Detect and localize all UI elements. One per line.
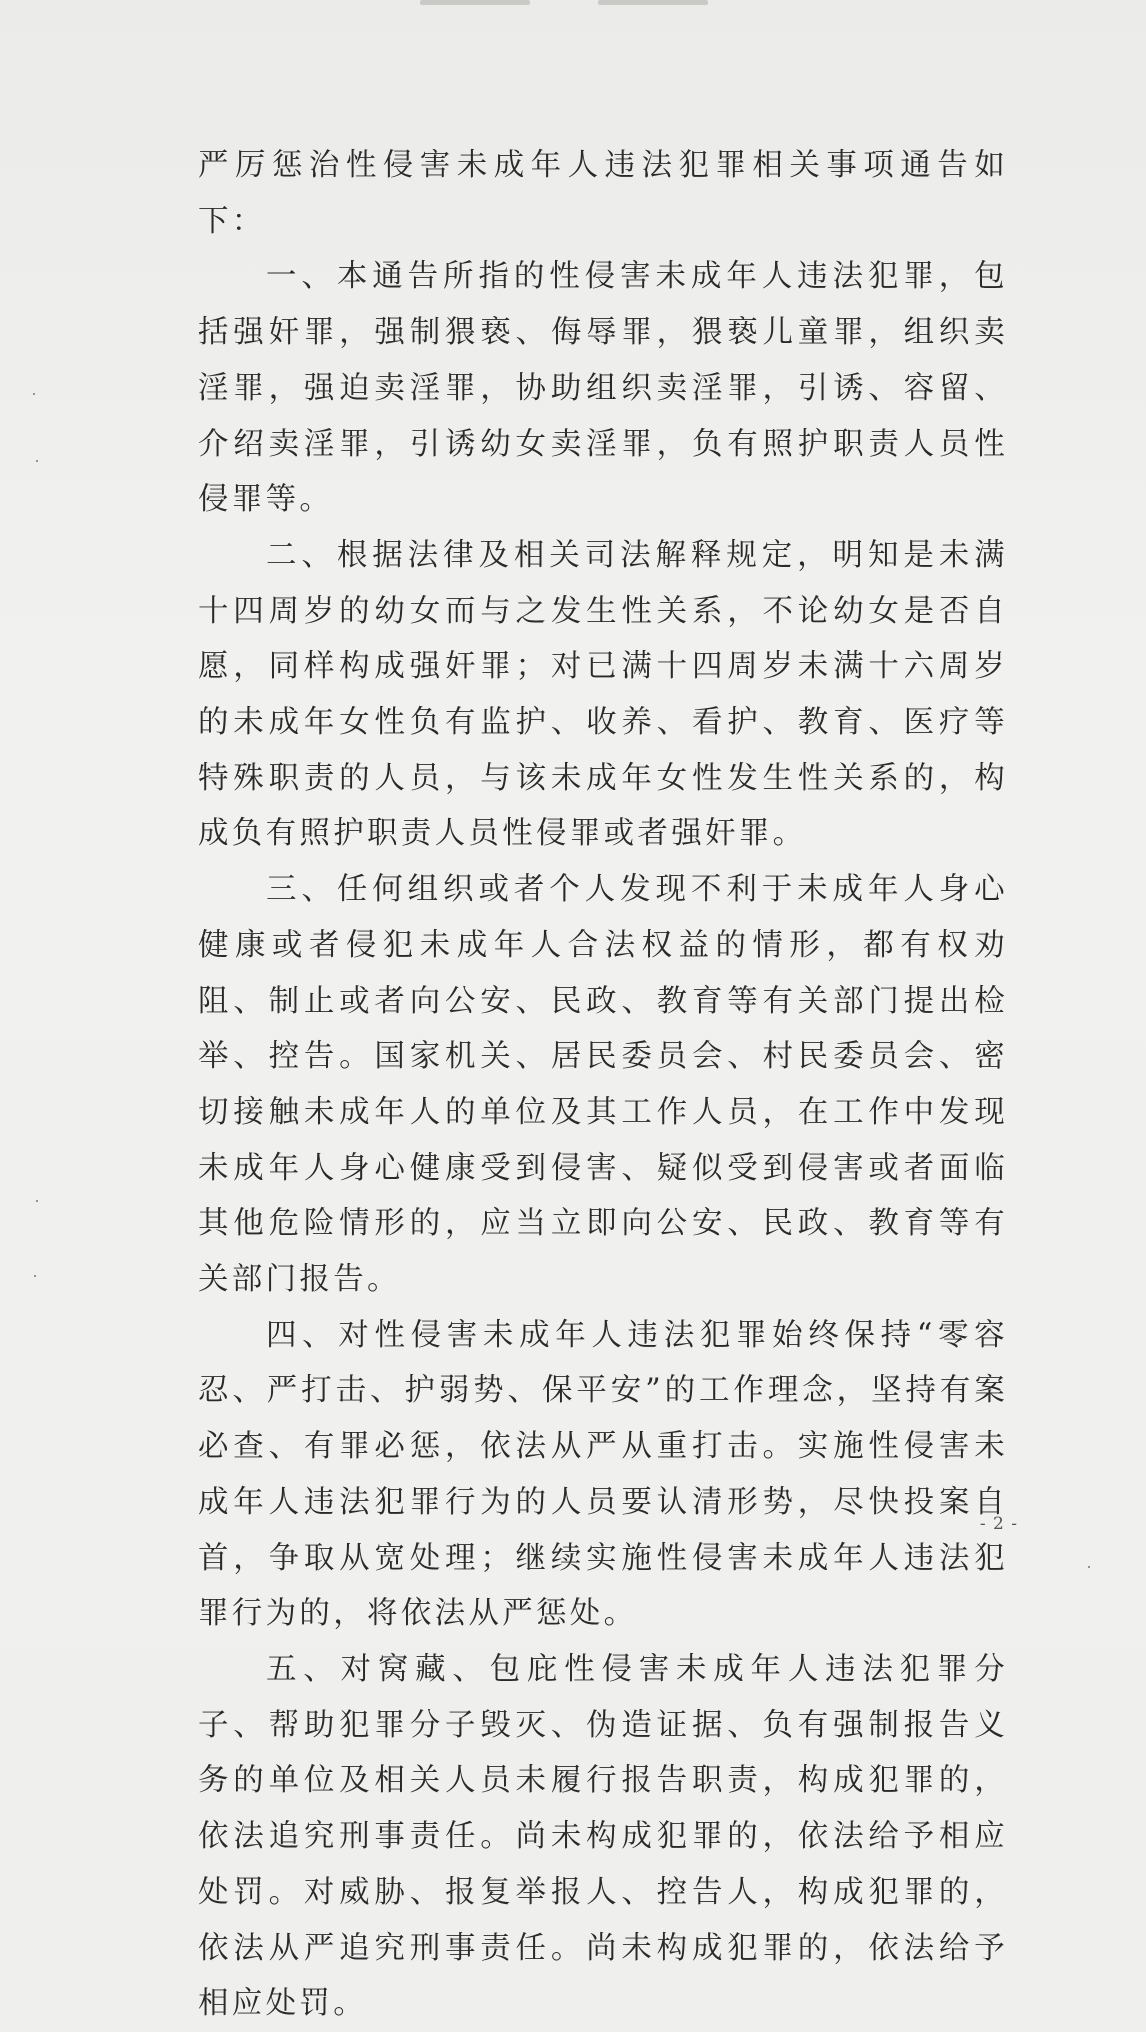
intro-line: 严厉惩治性侵害未成年人违法犯罪相关事项通告如下： [198,148,1008,239]
scan-speck [33,393,35,395]
paragraph-3: 三、任何组织或者个人发现不利于未成年人身心健康或者侵犯未成年人合法权益的情形，都有权劝阻、制止或者向公安、民政、教育等有关部门提出检举、控告。国家机关、居民委员会、村民委员会、密切接触未成年人的单位及其工作人员，在工作中发现未成年人身心健康受到侵害、疑似受到侵害或者面临其他危险情形的，应当立即向公安、民政、教育等有关部门报告。 [198,872,1008,1298]
paragraph-2: 二、根据法律及相关司法解释规定，明知是未满十四周岁的幼女而与之发生性关系，不论幼女是否自愿，同样构成强奸罪；对已满十四周岁未满十六周岁的未成年女性负有监护、收养、看护、教育、医疗等特殊职责的人员，与该未成年女性发生性关系的，构成负有照护职责人员性侵罪或者强奸罪。 [198,537,1008,852]
paragraph-4: 四、对性侵害未成年人违法犯罪始终保持“零容忍、严打击、护弱势、保平安”的工作理念，坚持有案必查、有罪必惩，依法从严从重打击。实施性侵害未成年人违法犯罪行为的人员要认清形势，尽快投案自首，争取从宽处理；继续实施性侵害未成年人违法犯罪行为的，将依法从严惩处。 [198,1317,1008,1632]
scan-speck [34,1275,36,1277]
scan-speck [36,1200,38,1202]
scan-speck [36,460,38,462]
paragraph-5: 五、对窝藏、包庇性侵害未成年人违法犯罪分子、帮助犯罪分子毁灭、伪造证据、负有强制报告义务的单位及相关人员未履行报告职责，构成犯罪的，依法追究刑事责任。尚未构成犯罪的，依法给予相应处罚。对威胁、报复举报人、控告人，构成犯罪的，依法从严追究刑事责任。尚未构成犯罪的，依法给予相应处罚。 [198,1651,1008,2022]
scan-edge-marks [0,0,1146,10]
paragraph-1: 一、本通告所指的性侵害未成年人违法犯罪，包括强奸罪，强制猥亵、侮辱罪，猥亵儿童罪，组织卖淫罪，强迫卖淫罪，协助组织卖淫罪，引诱、容留、介绍卖淫罪，引诱幼女卖淫罪，负有照护职责人员性侵罪等。 [198,259,1008,518]
document-body [198,138,1008,2032]
scan-speck [1088,1566,1090,1568]
page-number: - 2 - [979,1514,1018,1534]
